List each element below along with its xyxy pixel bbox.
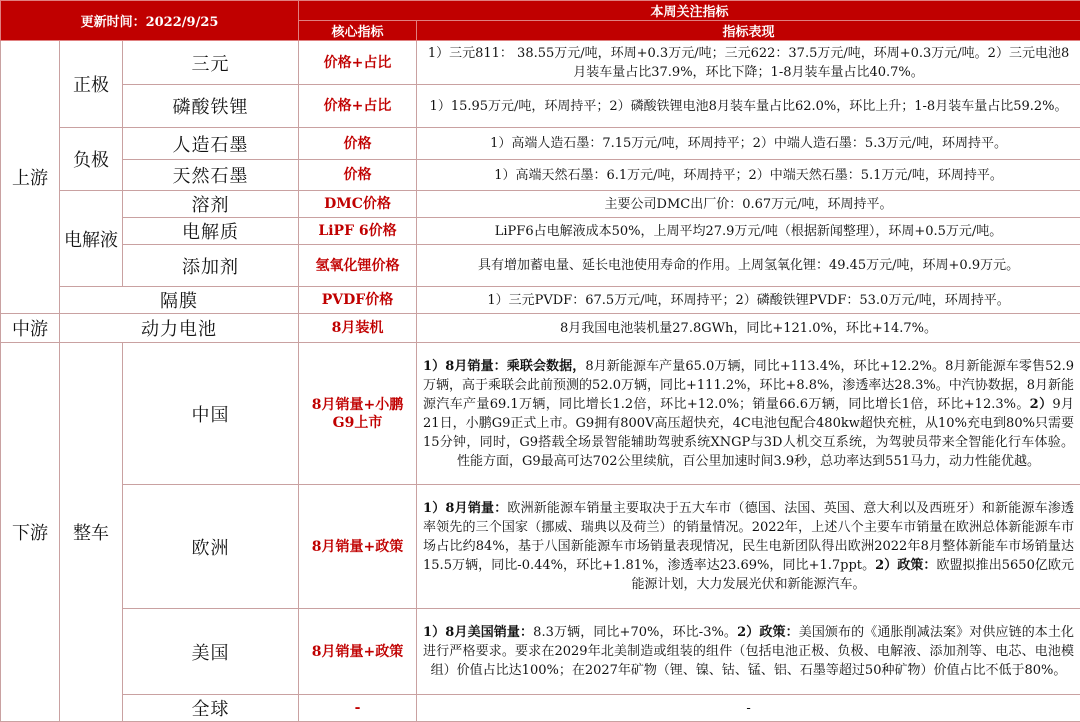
desc-china-lead: 1）8月销量：乘联会数据， bbox=[423, 359, 585, 374]
item-china: 中国 bbox=[123, 343, 299, 485]
performance-header: 指标表现 bbox=[417, 21, 1080, 41]
desc-europe-body-a: 欧洲新能源车销量主要取决于五大车市（德国、法国、英国、意大利以及西班牙）和新能源车渗透率领先的三个国家（挪威、瑞典以及荷兰）的销量情况。2022年，上述八个主要车市销量在欧洲总体新能源车市场占比约84%，基于八国新能源车市场销量表现情况，民生电新团队得出欧洲2022年8月整体新能车市场销量达15.5万辆，同比-0.44%，环比+1.81%，渗透率达23.69%，同比+1.7ppt。 bbox=[423, 501, 1074, 573]
indicator-china: 8月销量+小鹏G9上市 bbox=[299, 343, 417, 485]
subcategory-anode: 负极 bbox=[60, 128, 123, 191]
subcategory-cathode: 正极 bbox=[60, 41, 123, 128]
item-solvent: 溶剂 bbox=[123, 191, 299, 218]
indicator-power-battery: 8月装机 bbox=[299, 314, 417, 343]
item-power-battery: 动力电池 bbox=[60, 314, 299, 343]
desc-additive: 具有增加蓄电量、延长电池使用寿命的作用。上周氢氧化锂：49.45万元/吨，环周+0.9万元。 bbox=[417, 245, 1080, 287]
desc-europe bbox=[417, 485, 1080, 609]
desc-europe-body-b: 欧盟拟推出5650亿欧元能源计划，大力发展光伏和新能源汽车。 bbox=[632, 558, 1075, 592]
desc-usa-lead: 1）8月美国销量： bbox=[423, 625, 533, 640]
item-europe: 欧洲 bbox=[123, 485, 299, 609]
table-row-solvent bbox=[1, 191, 1080, 218]
indicator-global: - bbox=[299, 695, 417, 722]
table-row-additive bbox=[1, 245, 1080, 287]
desc-europe-lead: 1）8月销量： bbox=[423, 501, 507, 516]
table-row-lfp bbox=[1, 85, 1080, 128]
item-electrolyte-salt: 电解质 bbox=[123, 218, 299, 245]
desc-usa-body-b: 美国颁布的《通胀削减法案》对供应链的本土化进行严格要求。要求在2029年北美制造或组装的组件（包括电池正极、负极、电解液、添加剂等、电芯、电池模组）价值占比达100%；在2027年矿物（锂、镍、钴、锰、铝、石墨等超过50种矿物）价值占比不低于80%。 bbox=[423, 625, 1074, 678]
desc-electrolyte-salt: LiPF6占电解液成本50%，上周平均27.9万元/吨（根据新闻整理），环周+0.5万元/吨。 bbox=[417, 218, 1080, 245]
item-usa: 美国 bbox=[123, 609, 299, 695]
desc-solvent: 主要公司DMC出厂价：0.67万元/吨，环周持平。 bbox=[417, 191, 1080, 218]
subcategory-vehicle: 整车 bbox=[60, 343, 123, 722]
indicator-natural-graphite: 价格 bbox=[299, 160, 417, 191]
table-row-europe bbox=[1, 485, 1080, 609]
indicator-electrolyte-salt: LiPF 6价格 bbox=[299, 218, 417, 245]
desc-china-body-b: 9月21日，小鹏G9正式上市。G9拥有800V高压超快充，4C电池包配合480kw超快充桩，从10%充电到80%只需要15分钟，同时，G9搭载全场景智能辅助驾驶系统XNGP与3D人机交互系统，为驾驶员带来全智能化行车体验。性能方面，G9最高可达702公里续航，百公里加速时间3.9秒，总功率达到551马力，动力性能优越。 bbox=[423, 397, 1074, 469]
desc-usa-mid: 2）政策： bbox=[737, 625, 799, 640]
table-row-separator bbox=[1, 287, 1080, 314]
table-row-global bbox=[1, 695, 1080, 722]
desc-usa-body-a: 8.3万辆，同比+70%，环比-3%。 bbox=[533, 625, 737, 640]
table-row-china bbox=[1, 343, 1080, 485]
table-row-artificial-graphite bbox=[1, 128, 1080, 160]
desc-artificial-graphite: 1）高端人造石墨：7.15万元/吨，环周持平；2）中端人造石墨：5.3万元/吨，环周持平。 bbox=[417, 128, 1080, 160]
table-row-electrolyte-salt bbox=[1, 218, 1080, 245]
item-additive: 添加剂 bbox=[123, 245, 299, 287]
indicator-lfp: 价格+占比 bbox=[299, 85, 417, 128]
desc-china-mid: 2） bbox=[1030, 397, 1053, 412]
category-midstream: 中游 bbox=[1, 314, 60, 343]
desc-usa bbox=[417, 609, 1080, 695]
desc-europe-mid: 2）政策： bbox=[875, 558, 936, 573]
desc-global: - bbox=[417, 695, 1080, 722]
indicator-artificial-graphite: 价格 bbox=[299, 128, 417, 160]
table-row-power-battery bbox=[1, 314, 1080, 343]
table-row-ternary bbox=[1, 41, 1080, 85]
indicator-separator: PVDF价格 bbox=[299, 287, 417, 314]
desc-power-battery: 8月我国电池装机量27.8GWh，同比+121.0%，环比+14.7%。 bbox=[417, 314, 1080, 343]
item-global: 全球 bbox=[123, 695, 299, 722]
desc-natural-graphite: 1）高端天然石墨：6.1万元/吨，环周持平；2）中端天然石墨：5.1万元/吨，环周持平。 bbox=[417, 160, 1080, 191]
table-row-usa bbox=[1, 609, 1080, 695]
desc-china-body-a: 8月新能源车产量65.0万辆，同比+113.4%，环比+12.2%。8月新能源车零售52.9万辆，高于乘联会此前预测的52.0万辆，同比+111.2%，环比+8.8%，渗透率达28.3%。中汽协数据，8月新能源汽车产量69.1万辆，同比增长1.2倍，环比+12.0%；销量66.6万辆，同比增长1倍，环比+12.3%。 bbox=[423, 359, 1074, 412]
indicator-ternary: 价格+占比 bbox=[299, 41, 417, 85]
table-row-natural-graphite bbox=[1, 160, 1080, 191]
focus-title-header: 本周关注指标 bbox=[299, 1, 1080, 21]
item-separator: 隔膜 bbox=[60, 287, 299, 314]
item-lfp: 磷酸铁锂 bbox=[123, 85, 299, 128]
desc-separator: 1）三元PVDF：67.5万元/吨，环周持平；2）磷酸铁锂PVDF：53.0万元/吨，环周持平。 bbox=[417, 287, 1080, 314]
indicator-europe: 8月销量+政策 bbox=[299, 485, 417, 609]
core-indicator-header: 核心指标 bbox=[299, 21, 417, 41]
indicator-usa: 8月销量+政策 bbox=[299, 609, 417, 695]
desc-china bbox=[417, 343, 1080, 485]
category-downstream: 下游 bbox=[1, 343, 60, 722]
desc-lfp: 1）15.95万元/吨，环周持平；2）磷酸铁锂电池8月装车量占比62.0%，环比上升；1-8月装车量占比59.2%。 bbox=[417, 85, 1080, 128]
item-natural-graphite: 天然石墨 bbox=[123, 160, 299, 191]
category-upstream: 上游 bbox=[1, 41, 60, 314]
item-artificial-graphite: 人造石墨 bbox=[123, 128, 299, 160]
indicator-additive: 氢氧化锂价格 bbox=[299, 245, 417, 287]
item-ternary: 三元 bbox=[123, 41, 299, 85]
subcategory-electrolyte: 电解液 bbox=[60, 191, 123, 287]
indicator-solvent: DMC价格 bbox=[299, 191, 417, 218]
desc-ternary: 1）三元811： 38.55万元/吨，环周+0.3万元/吨；三元622：37.5万元/吨，环周+0.3万元/吨。2）三元电池8月装车量占比37.9%，环比下降；1-8月装车量占比40.7%。 bbox=[417, 41, 1080, 85]
update-time-header: 更新时间：2022/9/25 bbox=[1, 1, 299, 41]
